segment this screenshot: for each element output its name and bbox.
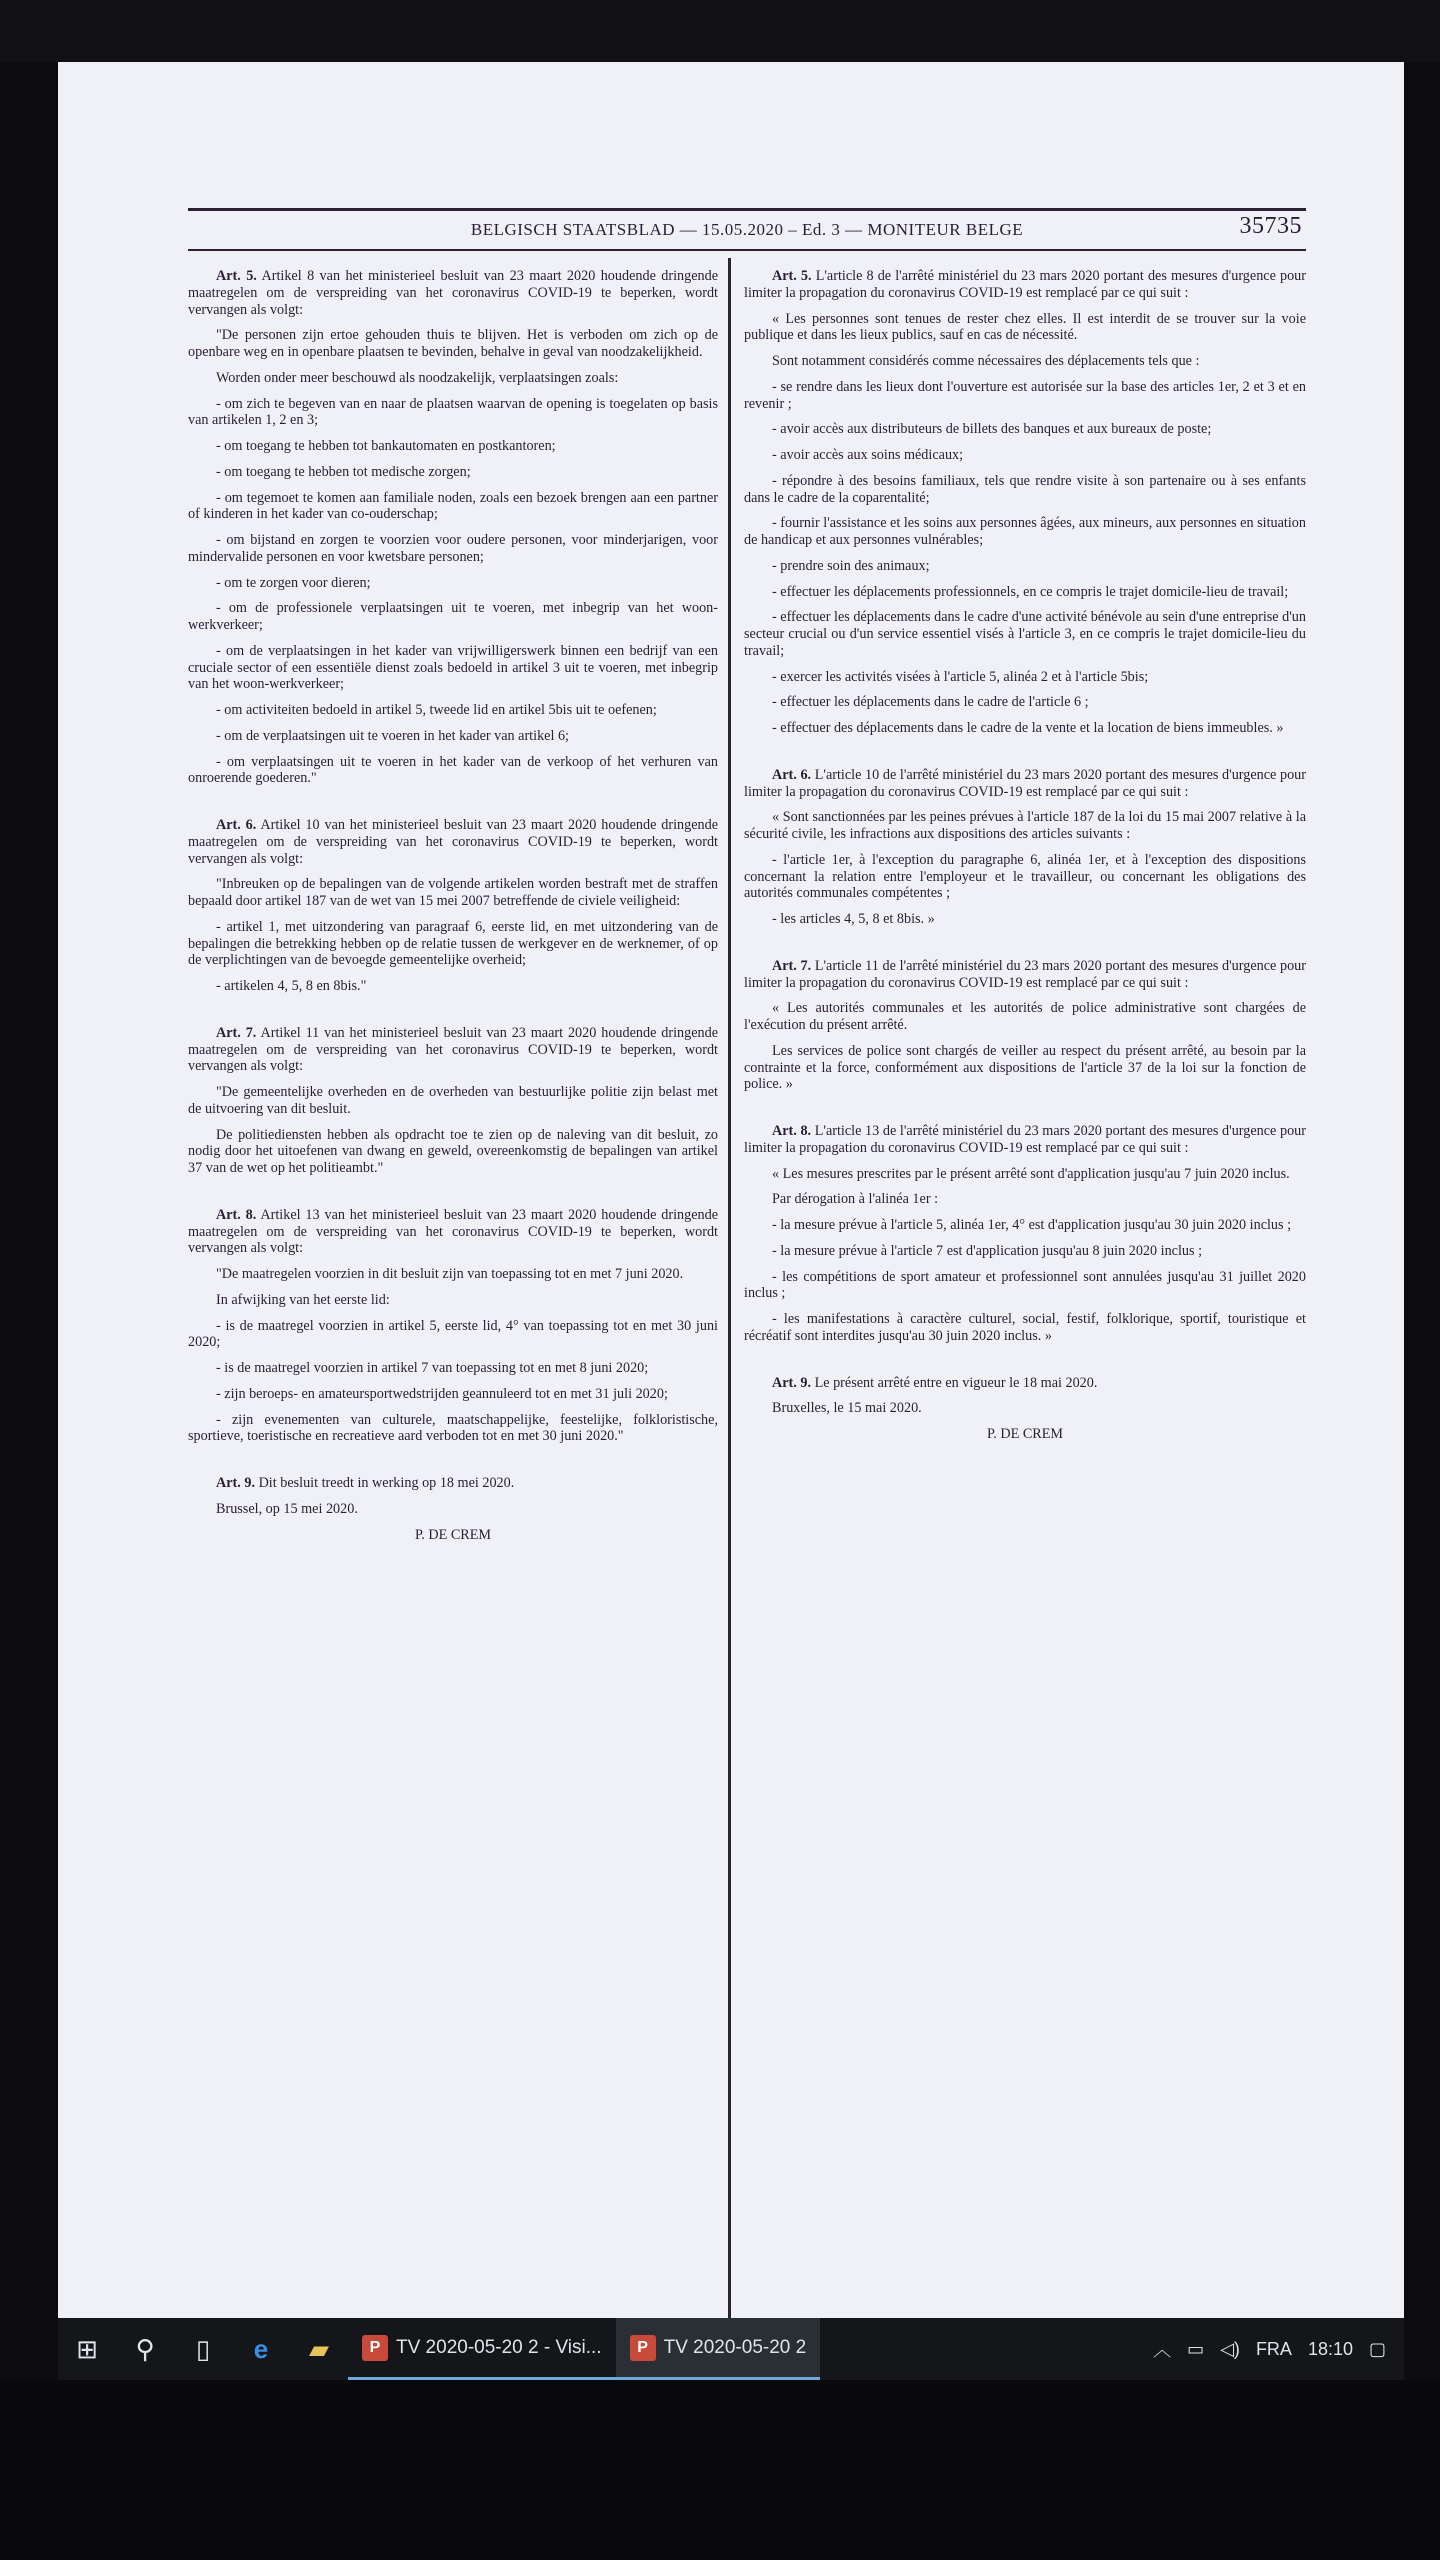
paragraph-text: Dit besluit treedt in werking op 18 mei 2020. xyxy=(258,1475,515,1491)
french-paragraph xyxy=(744,720,1306,737)
paragraph-text: - se rendre dans les lieux dont l'ouverture est autorisée sur la base des articles 1er, 2 et 3 et en revenir ; xyxy=(744,378,1306,412)
paragraph-text: - répondre à des besoins familiaux, tels que rendre visite à son partenaire ou à ses enfants dans le cadre de la coparentalité; xyxy=(744,472,1306,506)
dutch-paragraph xyxy=(188,1084,718,1118)
paragraph-text: - artikel 1, met uitzondering van paragraaf 6, eerste lid, en met uitzondering van de bepalingen die betrekking hebben op de relatie tussen de werkgever en de werknemer, of op de verplichtingen van de bevoegde gemeentelijke overheid; xyxy=(188,918,718,969)
network-icon[interactable]: ▭ xyxy=(1187,2338,1205,2359)
french-paragraph xyxy=(744,669,1306,686)
article-number: Art. 9. xyxy=(772,1374,812,1391)
document-page xyxy=(188,140,1306,2250)
french-paragraph xyxy=(744,911,1306,928)
french-paragraph xyxy=(744,1123,1306,1157)
paragraph-text: - om activiteiten bedoeld in artikel 5, tweede lid en artikel 5bis uit te oefenen; xyxy=(216,702,657,718)
volume-icon[interactable]: ◁) xyxy=(1220,2338,1240,2359)
paragraph-text: - effectuer des déplacements dans le cadre de la vente et la location de biens immeubles. » xyxy=(772,720,1284,736)
dutch-paragraph xyxy=(188,268,718,318)
dutch-paragraph xyxy=(188,1386,718,1403)
article-number: Art. 6. xyxy=(216,817,257,833)
french-paragraph xyxy=(744,584,1306,601)
french-paragraph xyxy=(744,311,1306,345)
paragraph-text: - om zich te begeven van en naar de plaatsen waarvan de opening is toegelaten op basis van artikelen 1, 2 en 3; xyxy=(188,395,718,429)
paragraph-text: - artikelen 4, 5, 8 en 8bis." xyxy=(216,978,367,994)
taskbar-app-document-label: TV 2020-05-20 2 xyxy=(663,2336,807,2358)
monitor-bezel-top xyxy=(0,0,1440,62)
taskbar-app-viewer-label: TV 2020-05-20 2 - Visi... xyxy=(396,2336,602,2358)
paragraph-text: Artikel 10 van het ministerieel besluit van 23 maart 2020 houdende dringende maatregelen om de verspreiding van het coronavirus COVID-19 te beperken, wordt vervangen als volgt: xyxy=(188,817,718,867)
paragraph-text: - om verplaatsingen uit te voeren in het kader van de verkoop of het verhuren van onroerende goederen." xyxy=(188,753,718,787)
french-paragraph xyxy=(744,447,1306,464)
dutch-paragraph xyxy=(188,327,718,361)
paragraph-text: "De gemeentelijke overheden en de overheden van bestuurlijke politie zijn belast met de uitvoering van dit besluit. xyxy=(188,1084,718,1117)
dutch-paragraph xyxy=(188,438,718,455)
paragraph-text: - zijn beroeps- en amateursportwedstrijden geannuleerd tot en met 31 juli 2020; xyxy=(216,1385,668,1402)
paragraph-text: - effectuer les déplacements professionnels, en ce compris le trajet domicile-lieu de travail; xyxy=(772,583,1289,600)
dutch-paragraph xyxy=(188,464,718,481)
paragraph-text: - les articles 4, 5, 8 et 8bis. » xyxy=(772,911,935,927)
paragraph-text: Sont notamment considérés comme nécessaires des déplacements tels que : xyxy=(772,353,1200,369)
paragraph-text: - zijn evenementen van culturele, maatschappelijke, feestelijke, folkloristische, sportieve, toeristische en recreatieve aard verboden tot en met 30 juni 2020." xyxy=(188,1411,718,1445)
paragraph-text: - om toegang te hebben tot bankautomaten en postkantoren; xyxy=(216,438,556,454)
paragraph-text: « Sont sanctionnées par les peines prévues à l'article 187 de la loi du 15 mai 2007 relative à la sécurité civile, les infractions aux dispositions des articles suivants : xyxy=(744,809,1306,842)
french-paragraph xyxy=(744,1400,1306,1417)
paragraph-text: Bruxelles, le 15 mai 2020. xyxy=(772,1400,922,1417)
dutch-paragraph xyxy=(188,1292,718,1309)
dutch-paragraph xyxy=(188,532,718,566)
dutch-paragraph xyxy=(188,978,718,995)
header-title: BELGISCH STAATSBLAD — 15.05.2020 – Ed. 3 — MONITEUR BELGE xyxy=(470,220,1024,239)
dutch-paragraph xyxy=(188,490,718,524)
dutch-paragraph xyxy=(188,1360,718,1377)
french-paragraph xyxy=(744,1191,1306,1208)
paragraph-text: "De maatregelen voorzien in dit besluit zijn van toepassing tot en met 7 juni 2020. xyxy=(216,1266,684,1282)
paragraph-text: L'article 8 de l'arrêté ministériel du 23 mars 2020 portant des mesures d'urgence pour limiter la propagation du coronavirus COVID-19 est remplacé par ce qui suit : xyxy=(744,268,1306,301)
paragraph-text: Worden onder meer beschouwd als noodzakelijk, verplaatsingen zoals: xyxy=(216,369,619,386)
search-icon[interactable]: ⚲ xyxy=(135,2333,155,2364)
pdf-document-icon: P xyxy=(630,2335,656,2361)
paragraph-text: - fournir l'assistance et les soins aux personnes âgées, aux mineurs, aux personnes en situation de handicap et aux personnes vulnérables; xyxy=(744,515,1306,548)
page-header xyxy=(188,208,1306,251)
dutch-paragraph xyxy=(188,702,718,719)
edge-browser-icon[interactable]: e xyxy=(253,2333,269,2364)
french-paragraph xyxy=(744,1243,1306,1260)
pdf-viewer-icon: P xyxy=(362,2335,388,2361)
windows-taskbar xyxy=(58,2318,1404,2380)
paragraph-text: L'article 10 de l'arrêté ministériel du 23 mars 2020 portant des mesures d'urgence pour limiter la propagation du coronavirus COVID-19 est remplacé par ce qui suit : xyxy=(744,766,1306,800)
paragraph-text: - prendre soin des animaux; xyxy=(772,557,930,574)
dutch-paragraph xyxy=(188,728,718,745)
french-paragraph xyxy=(744,1269,1306,1303)
paragraph-text: - les compétitions de sport amateur et professionnel sont annulées jusqu'au 31 juillet 2020 inclus ; xyxy=(744,1268,1306,1302)
paragraph-text: In afwijking van het eerste lid: xyxy=(216,1291,390,1308)
dutch-paragraph xyxy=(188,919,718,969)
dutch-paragraph xyxy=(188,1127,718,1177)
paragraph-text: - is de maatregel voorzien in artikel 5, eerste lid, 4° van toepassing tot en met 30 juni 2020; xyxy=(188,1317,718,1351)
dutch-paragraph xyxy=(188,876,718,910)
file-explorer-icon[interactable]: ▰ xyxy=(309,2333,329,2364)
french-paragraph xyxy=(744,852,1306,902)
taskbar-app-viewer[interactable] xyxy=(348,2318,616,2380)
article-number: Art. 6. xyxy=(772,766,812,783)
french-paragraph xyxy=(744,1043,1306,1093)
article-number: Art. 9. xyxy=(216,1475,256,1491)
french-paragraph xyxy=(744,379,1306,413)
paragraph-text: - om bijstand en zorgen te voorzien voor oudere personen, voor minderjarigen, voor mindervalide personen en voor kwetsbare personen; xyxy=(188,532,718,565)
dutch-paragraph xyxy=(188,575,718,592)
article-number: Art. 5. xyxy=(216,268,257,284)
taskbar-app-document[interactable] xyxy=(616,2318,821,2380)
paragraph-text: - om de professionele verplaatsingen uit te voeren, met inbegrip van het woon-werkverkeer; xyxy=(188,600,718,633)
dutch-paragraph xyxy=(188,1207,718,1257)
french-paragraph xyxy=(744,1311,1306,1345)
french-column xyxy=(744,268,1306,1452)
paragraph-text: - om de verplaatsingen in het kader van vrijwilligerswerk binnen een bedrijf van een cruciale sector of een essentiële dienst zoals bedoeld in artikel 3 uit te voeren, met inbegrip van het woon-werkverkeer; xyxy=(188,642,718,693)
paragraph-text: Les services de police sont chargés de veiller au respect du présent arrêté, au besoin par la contrainte et la force, conformément aux dispositions de l'article 37 de la loi sur la fonction de police. » xyxy=(744,1042,1306,1093)
paragraph-text: - effectuer les déplacements dans le cadre d'une activité bénévole au sein d'une entreprise d'un secteur crucial ou d'un service essentiel visés à l'article 3, en ce compris le trajet domicile-lieu du travail; xyxy=(744,609,1306,659)
signature: P. DE CREM xyxy=(414,1526,492,1543)
paragraph-text: « Les autorités communales et les autorités de police administrative sont chargées de l'exécution du présent arrêté. xyxy=(744,1000,1306,1033)
article-number: Art. 5. xyxy=(772,268,812,284)
paragraph-text: Artikel 13 van het ministerieel besluit van 23 maart 2020 houdende dringende maatregelen om de verspreiding van het coronavirus COVID-19 te beperken, wordt vervangen als volgt: xyxy=(188,1206,718,1257)
french-paragraph xyxy=(744,1166,1306,1183)
dutch-paragraph xyxy=(188,643,718,693)
signature: P. DE CREM xyxy=(986,1426,1064,1442)
french-paragraph xyxy=(744,353,1306,370)
paragraph-text: - la mesure prévue à l'article 7 est d'application jusqu'au 8 juin 2020 inclus ; xyxy=(772,1242,1203,1259)
paragraph-text: - les manifestations à caractère culturel, social, festif, folklorique, sportif, touristique et récréatif sont interdites jusqu'au 30 juin 2020 inclus. » xyxy=(744,1311,1306,1344)
french-paragraph xyxy=(744,473,1306,507)
paragraph-text: « Les mesures prescrites par le présent arrêté sont d'application jusqu'au 7 juin 2020 inclus. xyxy=(772,1165,1290,1182)
article-number: Art. 8. xyxy=(772,1123,812,1139)
paragraph-text: Artikel 8 van het ministerieel besluit van 23 maart 2020 houdende dringende maatregelen om de verspreiding van het coronavirus COVID-19 te beperken, wordt vervangen als volgt: xyxy=(188,268,718,318)
paragraph-text: L'article 11 de l'arrêté ministériel du 23 mars 2020 portant des mesures d'urgence pour limiter la propagation du coronavirus COVID-19 est remplacé par ce qui suit : xyxy=(744,957,1307,991)
paragraph-text: Par dérogation à l'alinéa 1er : xyxy=(772,1191,939,1208)
windows-start-icon[interactable]: ⊞ xyxy=(76,2333,98,2364)
dutch-paragraph xyxy=(188,754,718,788)
french-paragraph xyxy=(744,268,1306,302)
french-paragraph xyxy=(744,1375,1306,1392)
dutch-paragraph xyxy=(188,600,718,634)
dutch-paragraph xyxy=(188,1318,718,1352)
french-paragraph xyxy=(744,609,1306,659)
paragraph-text: « Les personnes sont tenues de rester chez elles. Il est interdit de se trouver sur la voie publique et dans les lieux publics, sauf en cas de nécessité. xyxy=(744,310,1306,344)
dutch-paragraph xyxy=(188,1412,718,1446)
dutch-paragraph xyxy=(188,396,718,430)
paragraph-text: Le présent arrêté entre en vigueur le 18 mai 2020. xyxy=(814,1374,1098,1391)
page-number: 35735 xyxy=(1239,213,1302,239)
article-number: Art. 8. xyxy=(216,1206,257,1223)
system-tray xyxy=(1153,2336,1404,2362)
paragraph-text: - avoir accès aux distributeurs de billets des banques et aux bureaux de poste; xyxy=(772,421,1212,438)
monitor-bezel-bottom xyxy=(0,2380,1440,2560)
paragraph-text: - la mesure prévue à l'article 5, alinéa 1er, 4° est d'application jusqu'au 30 juin 2020 inclus ; xyxy=(772,1217,1292,1233)
paragraph-text: - avoir accès aux soins médicaux; xyxy=(772,447,964,463)
notifications-icon[interactable]: ▢ xyxy=(1368,2338,1386,2359)
french-paragraph xyxy=(744,958,1306,992)
french-paragraph xyxy=(744,694,1306,711)
french-paragraph xyxy=(744,809,1306,843)
dutch-column xyxy=(188,268,718,1552)
column-divider xyxy=(728,258,731,2340)
french-paragraph xyxy=(744,767,1306,801)
dutch-paragraph xyxy=(188,370,718,387)
dutch-paragraph xyxy=(188,1266,718,1283)
task-view-icon[interactable]: ▯ xyxy=(195,2333,211,2364)
paragraph-text: Artikel 11 van het ministerieel besluit van 23 maart 2020 houdende dringende maatregelen om de verspreiding van het coronavirus COVID-19 te beperken, wordt vervangen als volgt: xyxy=(188,1024,719,1075)
article-number: Art. 7. xyxy=(772,957,812,974)
clock[interactable]: 18:10 xyxy=(1307,2338,1353,2359)
paragraph-text: L'article 13 de l'arrêté ministériel du 23 mars 2020 portant des mesures d'urgence pour limiter la propagation du coronavirus COVID-19 est remplacé par ce qui suit : xyxy=(744,1123,1306,1156)
dutch-paragraph xyxy=(188,1025,718,1075)
paragraph-text: - om te zorgen voor dieren; xyxy=(216,574,371,591)
paragraph-text: "Inbreuken op de bepalingen van de volgende artikelen worden bestraft met de straffen bepaald door artikel 187 van de wet van 15 mei 2007 betreffende de civiele veiligheid: xyxy=(188,876,718,909)
french-paragraph xyxy=(744,1217,1306,1234)
paragraph-text: "De personen zijn ertoe gehouden thuis te blijven. Het is verboden om zich op de openbare weg en in openbare plaatsen te bevinden, behalve in geval van noodzakelijkheid. xyxy=(188,327,718,360)
french-paragraph xyxy=(744,558,1306,575)
french-paragraph xyxy=(744,515,1306,549)
dutch-paragraph xyxy=(188,1501,718,1518)
paragraph-text: - om tegemoet te komen aan familiale noden, zoals een bezoek brengen aan een partner of kinderen in het kader van co-ouderschap; xyxy=(188,489,718,523)
dutch-paragraph xyxy=(188,817,718,867)
paragraph-text: Brussel, op 15 mei 2020. xyxy=(216,1500,358,1517)
paragraph-text: - l'article 1er, à l'exception du paragraphe 6, alinéa 1er, et à l'exception des dispositions concernant la relation entre l'employeur et le travailleur, ou concernant les obligations des autorités communales compétentes ; xyxy=(744,851,1306,902)
paragraph-text: - effectuer les déplacements dans le cadre de l'article 6 ; xyxy=(772,694,1089,711)
paragraph-text: - exercer les activités visées à l'article 5, alinéa 2 et à l'article 5bis; xyxy=(772,668,1149,685)
french-paragraph xyxy=(744,1000,1306,1034)
dutch-paragraph xyxy=(188,1475,718,1492)
language-indicator[interactable]: FRA xyxy=(1255,2338,1292,2359)
french-paragraph xyxy=(744,421,1306,438)
article-number: Art. 7. xyxy=(216,1024,257,1041)
chevron-up-icon[interactable]: ︿ xyxy=(1153,2340,1172,2360)
paragraph-text: - om toegang te hebben tot medische zorgen; xyxy=(216,463,471,480)
paragraph-text: - om de verplaatsingen uit te voeren in het kader van artikel 6; xyxy=(216,727,569,744)
paragraph-text: - is de maatregel voorzien in artikel 7 van toepassing tot en met 8 juni 2020; xyxy=(216,1360,649,1376)
monitor-screen xyxy=(58,62,1404,2402)
paragraph-text: De politiediensten hebben als opdracht toe te zien op de naleving van dit besluit, zo nodig door het uitoefenen van dwang en geweld, overeenkomstig de bepalingen van artikel 37 van de wet op het politieambt." xyxy=(188,1126,718,1176)
